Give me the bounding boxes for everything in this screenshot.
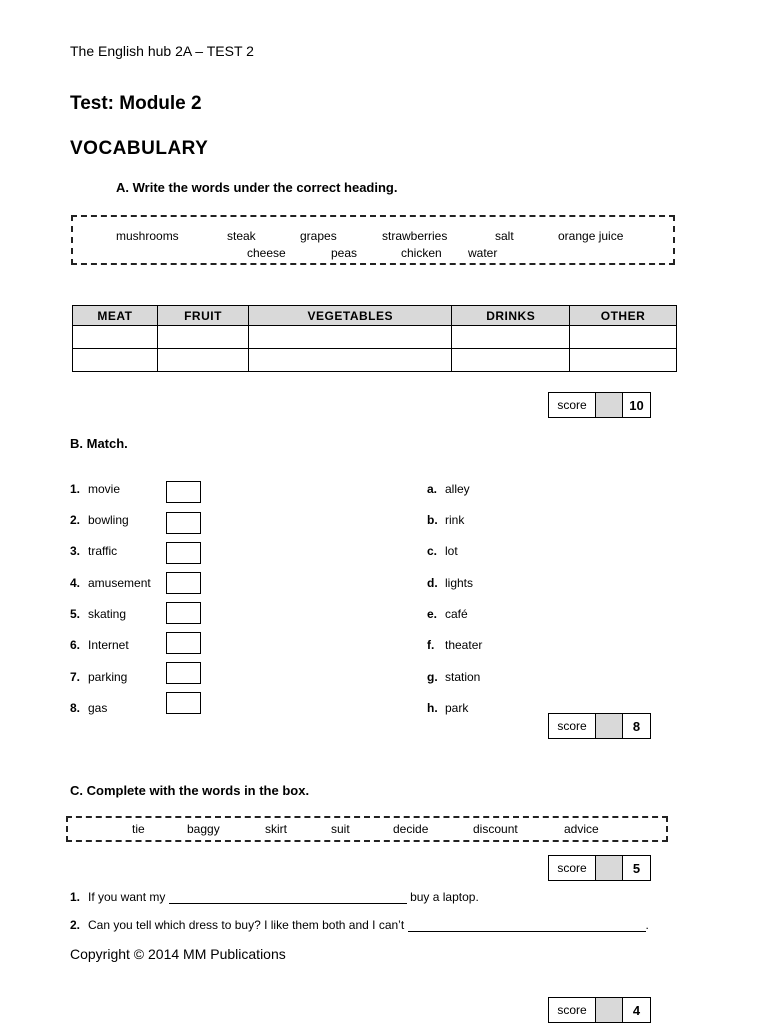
match-left-item: 6. Internet bbox=[70, 638, 129, 652]
score-input[interactable] bbox=[596, 998, 623, 1022]
heading-vegetables: VEGETABLES bbox=[249, 306, 452, 326]
word-grapes: grapes bbox=[300, 229, 337, 243]
score-label: score bbox=[549, 998, 596, 1022]
match-left-item: 2. bowling bbox=[70, 513, 129, 527]
page-header: The English hub 2A – TEST 2 bbox=[70, 43, 254, 59]
copyright: Copyright © 2014 MM Publications bbox=[70, 946, 286, 962]
score-points: 8 bbox=[632, 718, 641, 734]
score-box-a bbox=[548, 392, 651, 418]
answer-cell[interactable] bbox=[157, 326, 248, 349]
score-points: 5 bbox=[632, 860, 641, 876]
match-left-item: 5. skating bbox=[70, 607, 127, 621]
answer-cell[interactable] bbox=[157, 349, 248, 372]
answer-cell[interactable] bbox=[73, 326, 158, 349]
answer-cell[interactable] bbox=[570, 326, 677, 349]
heading-meat: MEAT bbox=[73, 306, 158, 326]
match-left-item: 8. gas bbox=[70, 701, 108, 715]
answer-cell[interactable] bbox=[249, 326, 452, 349]
score-label: score bbox=[549, 393, 596, 417]
heading-fruit: FRUIT bbox=[157, 306, 248, 326]
word-advice: advice bbox=[564, 822, 599, 836]
word-peas: peas bbox=[331, 246, 358, 260]
score-box-bottom bbox=[548, 997, 651, 1023]
match-answer-box[interactable] bbox=[166, 692, 201, 714]
part-b-title: B. Match. bbox=[70, 436, 128, 451]
match-left-item: 1. movie bbox=[70, 482, 121, 496]
match-left-item: 4. amusement bbox=[70, 576, 151, 590]
part-a-instruction: A. Write the words under the correct heading. bbox=[116, 180, 398, 195]
match-right-item: h. park bbox=[427, 701, 469, 715]
answer-cell[interactable] bbox=[73, 349, 158, 372]
match-answer-box[interactable] bbox=[166, 572, 201, 594]
match-answer-box[interactable] bbox=[166, 481, 201, 503]
score-input[interactable] bbox=[596, 393, 623, 417]
word-suit: suit bbox=[331, 822, 350, 836]
match-answer-box[interactable] bbox=[166, 542, 201, 564]
sentence-2: 2. Can you tell which dress to buy? I like them both and I can’t . bbox=[70, 918, 649, 932]
word-orange-juice: orange juice bbox=[558, 229, 624, 243]
word-skirt: skirt bbox=[265, 822, 287, 836]
section-title: VOCABULARY bbox=[70, 138, 209, 159]
word-cheese: cheese bbox=[247, 246, 286, 260]
word-water: water bbox=[468, 246, 498, 260]
match-answer-box[interactable] bbox=[166, 512, 201, 534]
match-answer-box[interactable] bbox=[166, 632, 201, 654]
match-right-item: e. café bbox=[427, 607, 468, 621]
word-chicken: chicken bbox=[401, 246, 442, 260]
word-discount: discount bbox=[473, 822, 518, 836]
heading-other: OTHER bbox=[570, 306, 677, 326]
match-right-item: g. station bbox=[427, 670, 481, 684]
answer-cell[interactable] bbox=[570, 349, 677, 372]
word-box-c bbox=[66, 816, 668, 842]
part-c-title: C. Complete with the words in the box. bbox=[70, 783, 310, 798]
heading-drinks: DRINKS bbox=[452, 306, 570, 326]
answer-cell[interactable] bbox=[452, 349, 570, 372]
match-left-item: 7. parking bbox=[70, 670, 128, 684]
test-title: Test: Module 2 bbox=[70, 93, 202, 114]
table-row bbox=[73, 326, 677, 349]
word-salt: salt bbox=[495, 229, 514, 243]
word-mushrooms: mushrooms bbox=[116, 229, 179, 243]
match-right-item: c. lot bbox=[427, 544, 458, 558]
answer-cell[interactable] bbox=[249, 349, 452, 372]
score-box-c bbox=[548, 855, 651, 881]
table-row bbox=[73, 349, 677, 372]
word-baggy: baggy bbox=[187, 822, 220, 836]
word-strawberries: strawberries bbox=[382, 229, 448, 243]
word-steak: steak bbox=[227, 229, 256, 243]
word-box-a bbox=[71, 215, 675, 265]
word-tie: tie bbox=[132, 822, 145, 836]
match-right-item: b. rink bbox=[427, 513, 465, 527]
match-right-item: f. theater bbox=[427, 638, 483, 652]
fill-blank[interactable] bbox=[408, 920, 646, 932]
score-box-b bbox=[548, 713, 651, 739]
score-input[interactable] bbox=[596, 714, 623, 738]
match-answer-box[interactable] bbox=[166, 662, 201, 684]
score-input[interactable] bbox=[596, 856, 623, 880]
table-header-row bbox=[73, 306, 677, 326]
match-right-item: d. lights bbox=[427, 576, 474, 590]
answer-cell[interactable] bbox=[452, 326, 570, 349]
score-points: 4 bbox=[632, 1002, 641, 1018]
sentence-1: 1. If you want my buy a laptop. bbox=[70, 890, 479, 904]
score-label: score bbox=[549, 856, 596, 880]
fill-blank[interactable] bbox=[169, 892, 407, 904]
match-left-item: 3. traffic bbox=[70, 544, 118, 558]
word-decide: decide bbox=[393, 822, 429, 836]
score-label: score bbox=[549, 714, 596, 738]
match-answer-box[interactable] bbox=[166, 602, 201, 624]
category-table bbox=[72, 305, 677, 372]
score-points: 10 bbox=[629, 397, 644, 413]
match-right-item: a. alley bbox=[427, 482, 470, 496]
